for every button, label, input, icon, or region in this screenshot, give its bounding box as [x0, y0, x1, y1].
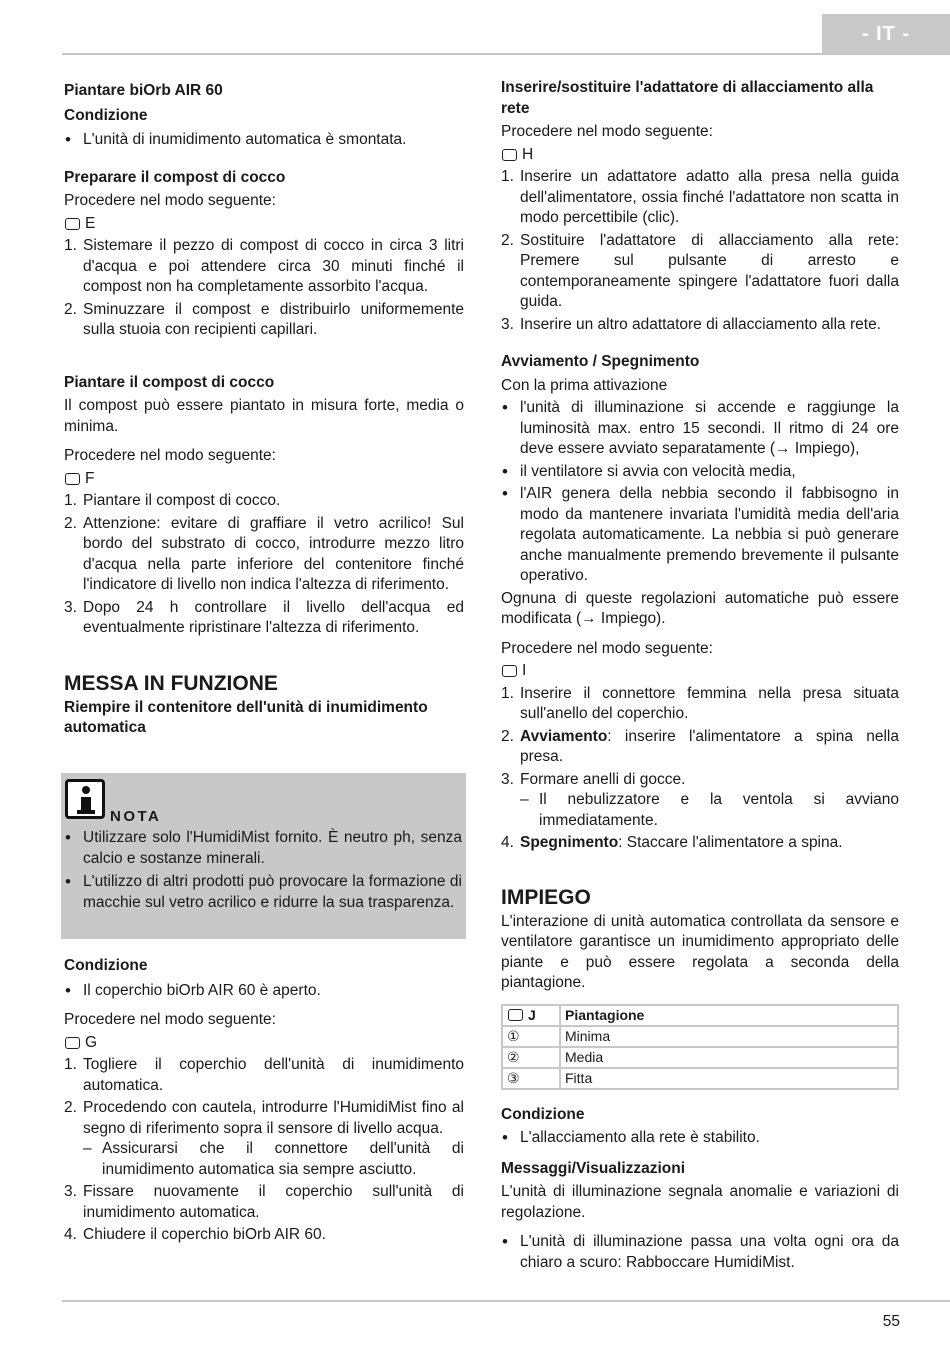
steps-list: [64, 1182, 464, 1246]
note-title: NOTA: [110, 808, 162, 825]
table-header-cell: J: [502, 1005, 560, 1026]
list-item: 3. Fissare nuovamente il coperchio sull'unità di inumidimento automatica.: [64, 1183, 464, 1221]
list-item: 1. Inserire un adattatore adatto alla presa nella guida dell'alimentatore, ossia finché l'adattatore non scatta in modo percettibile (clic).: [501, 168, 899, 226]
list-item: 2. Sostituire l'adattatore di allacciamento alla rete: Premere sul pulsante di arresto e contemporaneamente spingere l'adattatore fuori dalla guida.: [501, 231, 899, 310]
table-cell-label: Fitta: [560, 1068, 898, 1089]
condition-heading: Condizione: [64, 106, 148, 124]
figure-icon: [502, 665, 517, 677]
paragraph: L'interazione di unità automatica controllata da sensore e ventilatore garantisce un inumidimento appropriato delle piante e può essere regolata a seconda della piantagione.: [501, 912, 899, 991]
figure-icon: [502, 149, 517, 161]
condition-list: [64, 130, 464, 151]
language-tab: - IT -: [822, 14, 950, 54]
list-item: 4. Chiudere il coperchio biOrb AIR 60.: [64, 1226, 326, 1243]
plantation-table: [501, 1004, 899, 1090]
steps-list: [501, 833, 899, 854]
list-item: 3. Dopo 24 h controllare il livello dell'acqua ed eventualmente ripristinare l'altezza di riferimento.: [64, 598, 464, 636]
section-title-adattatore: Inserire/sostituire l'adattatore di allacciamento alla rete: [501, 79, 874, 117]
figure-ref: [64, 469, 464, 490]
figure-icon: [508, 1009, 523, 1021]
section-title-preparare: Preparare il compost di cocco: [64, 168, 286, 186]
procedure-intro: Procedere nel modo seguente:: [64, 447, 276, 464]
table-cell-label: Media: [560, 1047, 898, 1068]
figure-ref: [501, 145, 899, 166]
section-title-messaggi: Messaggi/Visualizzazioni: [501, 1159, 686, 1177]
sub-step: – Assicurarsi che il connettore dell'unità di inumidimento automatica sia sempre asciutto.: [83, 1140, 464, 1178]
list-item: 1. Piantare il compost di cocco.: [64, 492, 281, 509]
list-item: • L'allacciamento alla rete è stabilito.: [501, 1128, 899, 1149]
steps-list: [501, 684, 899, 791]
table-row: [502, 1026, 898, 1047]
list-item: 3. Inserire un altro adattatore di allacciamento alla rete.: [501, 315, 882, 333]
list-item: 1. Inserire il connettore femmina nella presa situata sull'anello del coperchio.: [501, 684, 899, 722]
table-header-row: [502, 1005, 898, 1026]
page-number: 55: [882, 1313, 900, 1330]
figure-label: G: [85, 1033, 98, 1051]
right-column: [501, 78, 899, 1273]
list-item: 2. Sminuzzare il compost e distribuirlo uniformemente sulla stuoia con recipienti capillari.: [64, 300, 464, 338]
bullet-list: [501, 1232, 899, 1273]
list-item: • L'unità di inumidimento automatica è smontata.: [64, 130, 464, 151]
figure-ref: [64, 214, 464, 235]
figure-ref: [501, 661, 899, 682]
procedure-intro: Procedere nel modo seguente:: [501, 639, 713, 657]
section-title-piantare-compost: Piantare il compost di cocco: [64, 373, 275, 391]
list-item: 2. Procedendo con cautela, introdurre l'HumidiMist fino al segno di riferimento sopra il sensore di livello acqua.: [64, 1099, 464, 1137]
left-column: [64, 81, 464, 739]
note-box: [61, 773, 466, 939]
list-item: • L'unità di illuminazione passa una volta ogni ora da chiaro a scuro: Rabboccare HumidiMist.: [501, 1232, 899, 1273]
figure-label: E: [85, 214, 96, 232]
paragraph: Il compost può essere piantato in misura forte, media o minima.: [64, 397, 464, 435]
figure-icon: [65, 1037, 80, 1049]
figure-label: I: [522, 662, 527, 679]
table-cell-symbol: ②: [502, 1047, 560, 1068]
list-item: 3. Formare anelli di gocce.: [501, 770, 686, 788]
condition-list: [64, 981, 464, 1002]
list-item: • Il coperchio biOrb AIR 60 è aperto.: [64, 981, 464, 1002]
paragraph: L'unità di illuminazione segnala anomalie e variazioni di regolazione.: [501, 1183, 899, 1221]
list-item: 2. Attenzione: evitare di graffiare il vetro acrilico! Sul bordo del substrato di cocco, introdurre mezzo litro d'acqua nella parte inferiore del contenitore finché l'indicatore di livello non indica l'altezza di riferimento.: [64, 514, 464, 593]
left-column-lower: [64, 956, 464, 1246]
list-item: • l'unità di illuminazione si accende e raggiunge la luminosità max. entro 15 secondi. Il ritmo di 24 ore deve essere avviato separatamente (→ Impiego),: [501, 398, 899, 460]
chapter-title-messa-in-funzione: MESSA IN FUNZIONE: [64, 671, 278, 695]
condition-heading: Condizione: [501, 1105, 585, 1123]
condition-heading: Condizione: [64, 957, 148, 974]
list-item: • Utilizzare solo l'HumidiMist fornito. È neutro ph, senza calcio e sostanze minerali.: [64, 828, 462, 869]
table-cell-symbol: ③: [502, 1068, 560, 1089]
procedure-intro: Procedere nel modo seguente:: [501, 123, 713, 140]
table-row: [502, 1047, 898, 1068]
list-item: • l'AIR genera della nebbia secondo il fabbisogno in modo da mantenere invariata l'umidità media dell'aria regolata automaticamente. La nebbia si può generare anche manualmente premendo brevemente il pulsante operativo.: [501, 484, 899, 587]
header-rule: [62, 53, 950, 55]
list-item: 1. Togliere il coperchio dell'unità di inumidimento automatica.: [64, 1056, 464, 1094]
steps-list: [64, 236, 464, 341]
section-title-avviamento: Avviamento / Spegnimento: [501, 353, 700, 370]
footer-rule: [62, 1300, 950, 1302]
section-title-piantare-biorb: Piantare biOrb AIR 60: [64, 82, 223, 99]
subheading: Con la prima attivazione: [501, 376, 668, 394]
info-icon: [65, 779, 105, 819]
sub-step: – Il nebulizzatore e la ventola si avviano immediatamente.: [520, 791, 899, 829]
figure-icon: [65, 218, 80, 230]
chapter-title-impiego: IMPIEGO: [501, 885, 591, 909]
table-header-cell: Piantagione: [560, 1005, 898, 1026]
subsection-title: Riempire il contenitore dell'unità di inumidimento automatica: [64, 698, 428, 736]
figure-label: F: [85, 469, 95, 487]
figure-ref: [64, 1033, 464, 1054]
list-item: 4. Spegnimento: Staccare l'alimentatore a spina.: [501, 834, 843, 851]
figure-label: H: [522, 145, 534, 163]
list-item: 2. Avviamento: inserire l'alimentatore a spina nella presa.: [501, 727, 899, 765]
figure-icon: [65, 473, 80, 485]
list-item: • L'utilizzo di altri prodotti può provocare la formazione di macchie sul vetro acrilico e ridurre la sua trasparenza.: [64, 872, 462, 913]
list-item: • il ventilatore si avvia con velocità media,: [501, 462, 899, 483]
procedure-intro: Procedere nel modo seguente:: [64, 192, 276, 209]
paragraph: Ognuna di queste regolazioni automatiche può essere modificata (→ Impiego).: [501, 589, 899, 627]
steps-list: [501, 167, 899, 335]
steps-list: [64, 491, 464, 639]
table-cell-label: Minima: [560, 1026, 898, 1047]
table-cell-symbol: ①: [502, 1026, 560, 1047]
list-item: 1. Sistemare il pezzo di compost di cocco in circa 3 litri d'acqua e poi attendere circa 30 minuti finché il compost non ha completamente assorbito l'acqua.: [64, 237, 464, 295]
condition-list: [501, 1128, 899, 1149]
note-list: [64, 828, 462, 913]
procedure-intro: Procedere nel modo seguente:: [64, 1011, 276, 1028]
steps-list: [64, 1055, 464, 1139]
table-row: [502, 1068, 898, 1089]
bullet-list: [501, 398, 899, 587]
